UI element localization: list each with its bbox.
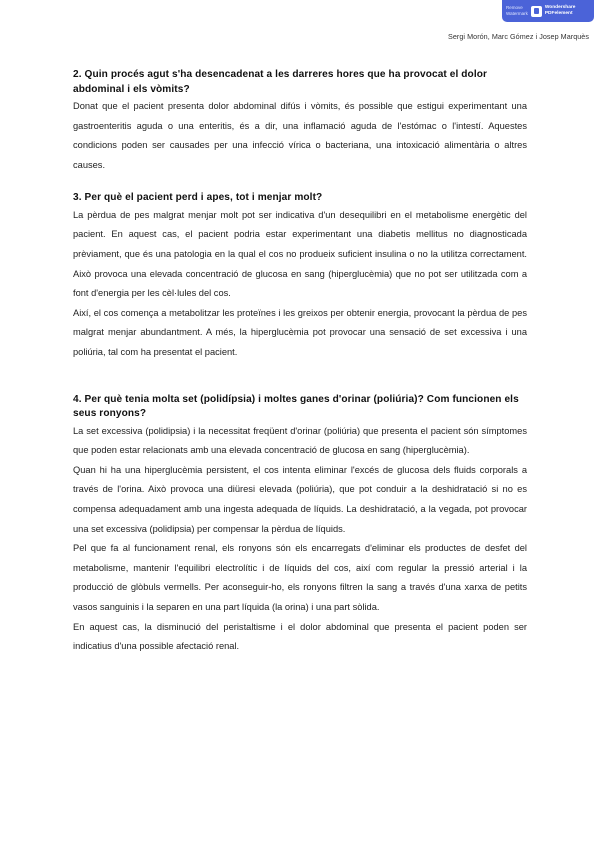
section-question-3 (73, 191, 527, 362)
question-4-answer-p4: En aquest cas, la disminució del peristaltisme i el dolor abdominal que presenta el pacient poden ser indicatius d'una possible afectació renal. (73, 621, 527, 652)
pdfelement-logo-icon (531, 6, 542, 17)
question-4-answer-p3: Pel que fa al funcionament renal, els ronyons són els encarregats d'eliminar els productes de desfet del metabolisme, mantenir l'equilibri electrolític i de líquids del cos, així com regular la pressió arterial i la producció de glòbuls vermells. Per aconseguir-ho, els ronyons filtren la sang a través d'una xarxa de petits vasos sanguinis i la separen en una part líquida (la orina) i una part sòlida. (73, 543, 527, 612)
document-body (73, 68, 527, 657)
question-2-title: 2. Quin procés agut s'ha desencadenat a les darreres hores que ha provocat el dolor abdominal i els vòmits? (73, 69, 488, 95)
question-2-answer: Donat que el pacient presenta dolor abdominal difús i vòmits, és possible que estigui experimentant una gastroenteritis aguda o una enteritis, és a dir, una inflamació aguda de l'estómac o l'intestí. Aquestes condicions poden ser causades per una infecció vírica o bacteriana, una intoxicació alimentària o altres causes. (73, 101, 527, 170)
brand-label: Wondershare PDFelement (544, 5, 576, 16)
section-question-2 (73, 68, 527, 175)
question-3-answer-p1: La pèrdua de pes malgrat menjar molt pot ser indicativa d'un desequilibri en el metabolisme energètic del pacient. En aquest cas, el pacient podria estar experimentant una diabetis mellitus no diagnosticada prèviament, que és una patologia en la qual el cos no produeix suficient insulina o no la utilitza correctament. Això provoca una elevada concentració de glucosa en sang (hiperglucèmia) que no pot ser utilitzada com a font d'energia per les cèl·lules del cos. (73, 209, 527, 299)
authors-header: Sergi Morón, Marc Gómez i Josep Marquès (448, 32, 589, 41)
question-4-answer-p2: Quan hi ha una hiperglucèmia persistent, el cos intenta eliminar l'excés de glucosa dels fluids corporals a través de l'orina. Això provoca una diüresi elevada (poliúria), que pot conduir a la deshidratació si no es compensa adequadament amb una ingesta adequada de líquids. La deshidratació, a la vegada, pot provocar una set excessiva (polidipsia) per compensar la pèrdua de líquids. (73, 464, 527, 534)
watermark-badge[interactable] (502, 0, 594, 22)
question-3-answer-p2: Així, el cos comença a metabolitzar les proteïnes i les greixos per obtenir energia, provocant la pèrdua de pes malgrat menjar abundantment. A més, la hiperglucèmia pot provocar una sensació de set excessiva i una poliúria, tal com ha presentat el pacient. (73, 307, 527, 358)
question-3-title: 3. Per què el pacient perd i apes, tot i menjar molt? (73, 192, 323, 204)
section-question-4 (73, 393, 527, 657)
question-4-title: 4. Per què tenia molta set (polidípsia) i moltes ganes d'orinar (poliúria)? Com funcionen els seus ronyons? (73, 393, 519, 420)
question-4-answer-p1: La set excessiva (polidipsia) i la necessitat freqüent d'orinar (poliúria) que presenta el pacient són símptomes que poden estar relacionats amb una elevada concentració de glucosa en sang (hiperglucèmia). (73, 425, 527, 456)
remove-watermark-label: Remove Watermark (506, 5, 528, 16)
